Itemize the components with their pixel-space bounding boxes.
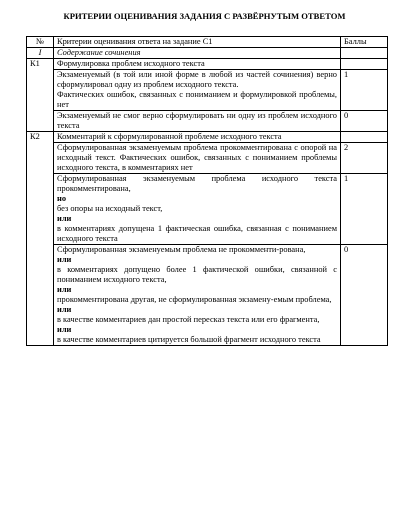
table-row <box>27 143 388 174</box>
criterion-k2-code: К2 <box>27 132 54 346</box>
k2-row2-p2: без опоры на исходный текст, <box>57 204 163 213</box>
header-num: № <box>27 37 54 48</box>
k2-row2-or2: или <box>57 214 72 223</box>
section-row <box>27 48 388 59</box>
header-score: Баллы <box>341 37 388 48</box>
table-row <box>27 70 388 111</box>
page-title: КРИТЕРИИ ОЦЕНИВАНИЯ ЗАДАНИЯ С РАЗВЁРНУТЫМ ОТВЕТОМ <box>63 11 346 21</box>
k2-row3-p4: в качестве комментариев дан простой пересказ текста или его фрагмента, <box>57 315 320 324</box>
criteria-table <box>26 36 388 346</box>
k2-row1-p1: Сформулированная экзаменуемым проблема прокомментирована с опорой на исходный текст. Фактических ошибок, связанных с пониманием проблемы исходного текста, в комментариях нет <box>57 143 337 172</box>
section-score <box>341 48 388 59</box>
k2-row2-description <box>54 174 341 245</box>
k2-row3-p1: Сформулированная экзаменуемым проблема не прокомменти-рована, <box>57 245 306 254</box>
k2-row1-description <box>54 143 341 174</box>
k2-row1-score: 2 <box>341 143 388 174</box>
k1-row2-p1: Экзаменуемый не смог верно сформулировать ни одну из проблем исходного текста <box>57 111 337 130</box>
k2-row3-description <box>54 245 341 346</box>
k2-row3-or2: или <box>57 285 72 294</box>
criterion-k1-row <box>27 59 388 70</box>
k2-row3-or3: или <box>57 305 72 314</box>
k1-row2-description <box>54 111 341 132</box>
k2-row3-p3: прокомментирована другая, не сформулированная экзамену-емым проблема, <box>57 295 332 304</box>
header-criteria: Критерии оценивания ответа на задание С1 <box>54 37 341 48</box>
k1-row1-score: 1 <box>341 70 388 111</box>
k2-row2-or1: но <box>57 194 67 203</box>
k2-row3-p5: в качестве комментариев цитируется большой фрагмент исходного текста <box>57 335 321 344</box>
table-row <box>27 245 388 346</box>
k2-row2-score: 1 <box>341 174 388 245</box>
criterion-k1-score <box>341 59 388 70</box>
k2-row3-or4: или <box>57 325 72 334</box>
table-row <box>27 111 388 132</box>
criterion-k1-label: Формулировка проблем исходного текста <box>54 59 341 70</box>
section-code: I <box>27 48 54 59</box>
k2-row3-or1: или <box>57 255 72 264</box>
table-header-row <box>27 37 388 48</box>
section-label: Содержание сочинения <box>54 48 341 59</box>
criterion-k2-label: Комментарий к сформулированной проблеме исходного текста <box>54 132 341 143</box>
k1-row2-score: 0 <box>341 111 388 132</box>
table-row <box>27 174 388 245</box>
k2-row3-p2: в комментариях допущено более 1 фактической ошибки, связанной с пониманием исходного текста, <box>57 265 337 284</box>
criterion-k1-code: К1 <box>27 59 54 132</box>
k2-row3-score: 0 <box>341 245 388 346</box>
k2-row2-p3: в комментариях допущена 1 фактическая ошибка, связанная с пониманием исходного текста <box>57 224 337 243</box>
criterion-k2-row <box>27 132 388 143</box>
k1-row1-description <box>54 70 341 111</box>
k1-row1-p2: Фактических ошибок, связанных с пониманием и формулировкой проблемы, нет <box>57 90 337 109</box>
k2-row2-p1: Сформулированная экзаменуемым проблема исходного текста прокомментирована, <box>57 174 337 193</box>
k1-row1-p1: Экзаменуемый (в той или иной форме в любой из частей сочинения) верно сформулировал одну из проблем исходного текста. <box>57 70 337 89</box>
criterion-k2-score <box>341 132 388 143</box>
